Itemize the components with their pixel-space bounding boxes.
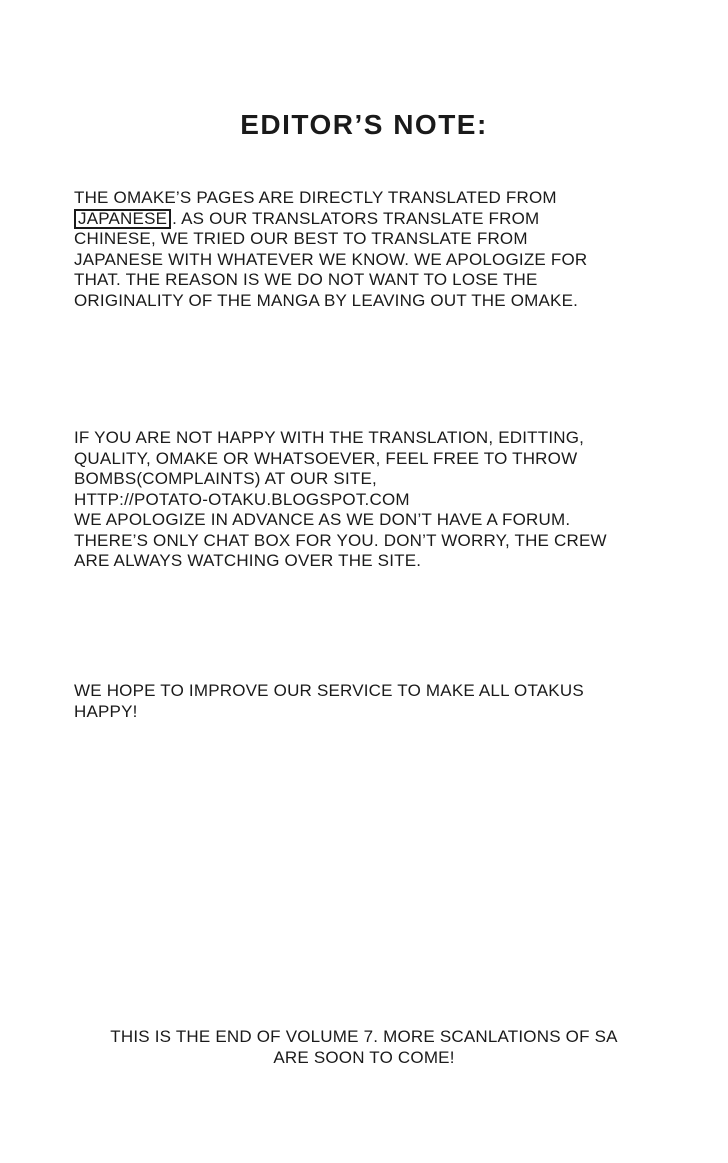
paragraph-omake	[74, 188, 688, 311]
paragraph-line: THAT. THE REASON IS WE DO NOT WANT TO LOSE THE	[74, 270, 538, 289]
footer-note	[0, 1026, 728, 1068]
site-url-text: HTTP://POTATO-OTAKU.BLOGSPOT.COM	[74, 489, 410, 509]
paragraph-line	[74, 209, 688, 230]
page-title: EDITOR’S NOTE:	[240, 109, 488, 140]
footer-line: THIS IS THE END OF VOLUME 7. MORE SCANLATIONS OF SA	[110, 1027, 618, 1046]
paragraph-line: THERE’S ONLY CHAT BOX FOR YOU. DON’T WORRY, THE CREW	[74, 530, 607, 550]
footer-line: ARE SOON TO COME!	[273, 1048, 455, 1067]
paragraph-line: THE OMAKE’S PAGES ARE DIRECTLY TRANSLATED FROM	[74, 188, 557, 207]
paragraph-line: ARE ALWAYS WATCHING OVER THE SITE.	[74, 551, 422, 570]
paragraph-line: JAPANESE WITH WHATEVER WE KNOW. WE APOLOGIZE FOR	[74, 249, 588, 269]
paragraph-hope	[74, 681, 688, 722]
boxed-word-japanese: JAPANESE	[74, 209, 171, 229]
paragraph-feedback	[74, 428, 688, 572]
paragraph-line: WE APOLOGIZE IN ADVANCE AS WE DON’T HAVE A FORUM.	[74, 510, 571, 529]
paragraph-line: IF YOU ARE NOT HAPPY WITH THE TRANSLATION, EDITTING,	[74, 428, 585, 447]
paragraph-line: ORIGINALITY OF THE MANGA BY LEAVING OUT THE OMAKE.	[74, 290, 579, 310]
paragraph-line: WE HOPE TO IMPROVE OUR SERVICE TO MAKE ALL OTAKUS	[74, 681, 584, 700]
paragraph-line: QUALITY, OMAKE OR WHATSOEVER, FEEL FREE TO THROW	[74, 448, 578, 468]
paragraph-line: BOMBS(COMPLAINTS) AT OUR SITE,	[74, 469, 377, 488]
paragraph-line-rest: . AS OUR TRANSLATORS TRANSLATE FROM	[172, 208, 540, 228]
paragraph-line: HAPPY!	[74, 701, 138, 721]
paragraph-line: CHINESE, WE TRIED OUR BEST TO TRANSLATE FROM	[74, 229, 528, 248]
